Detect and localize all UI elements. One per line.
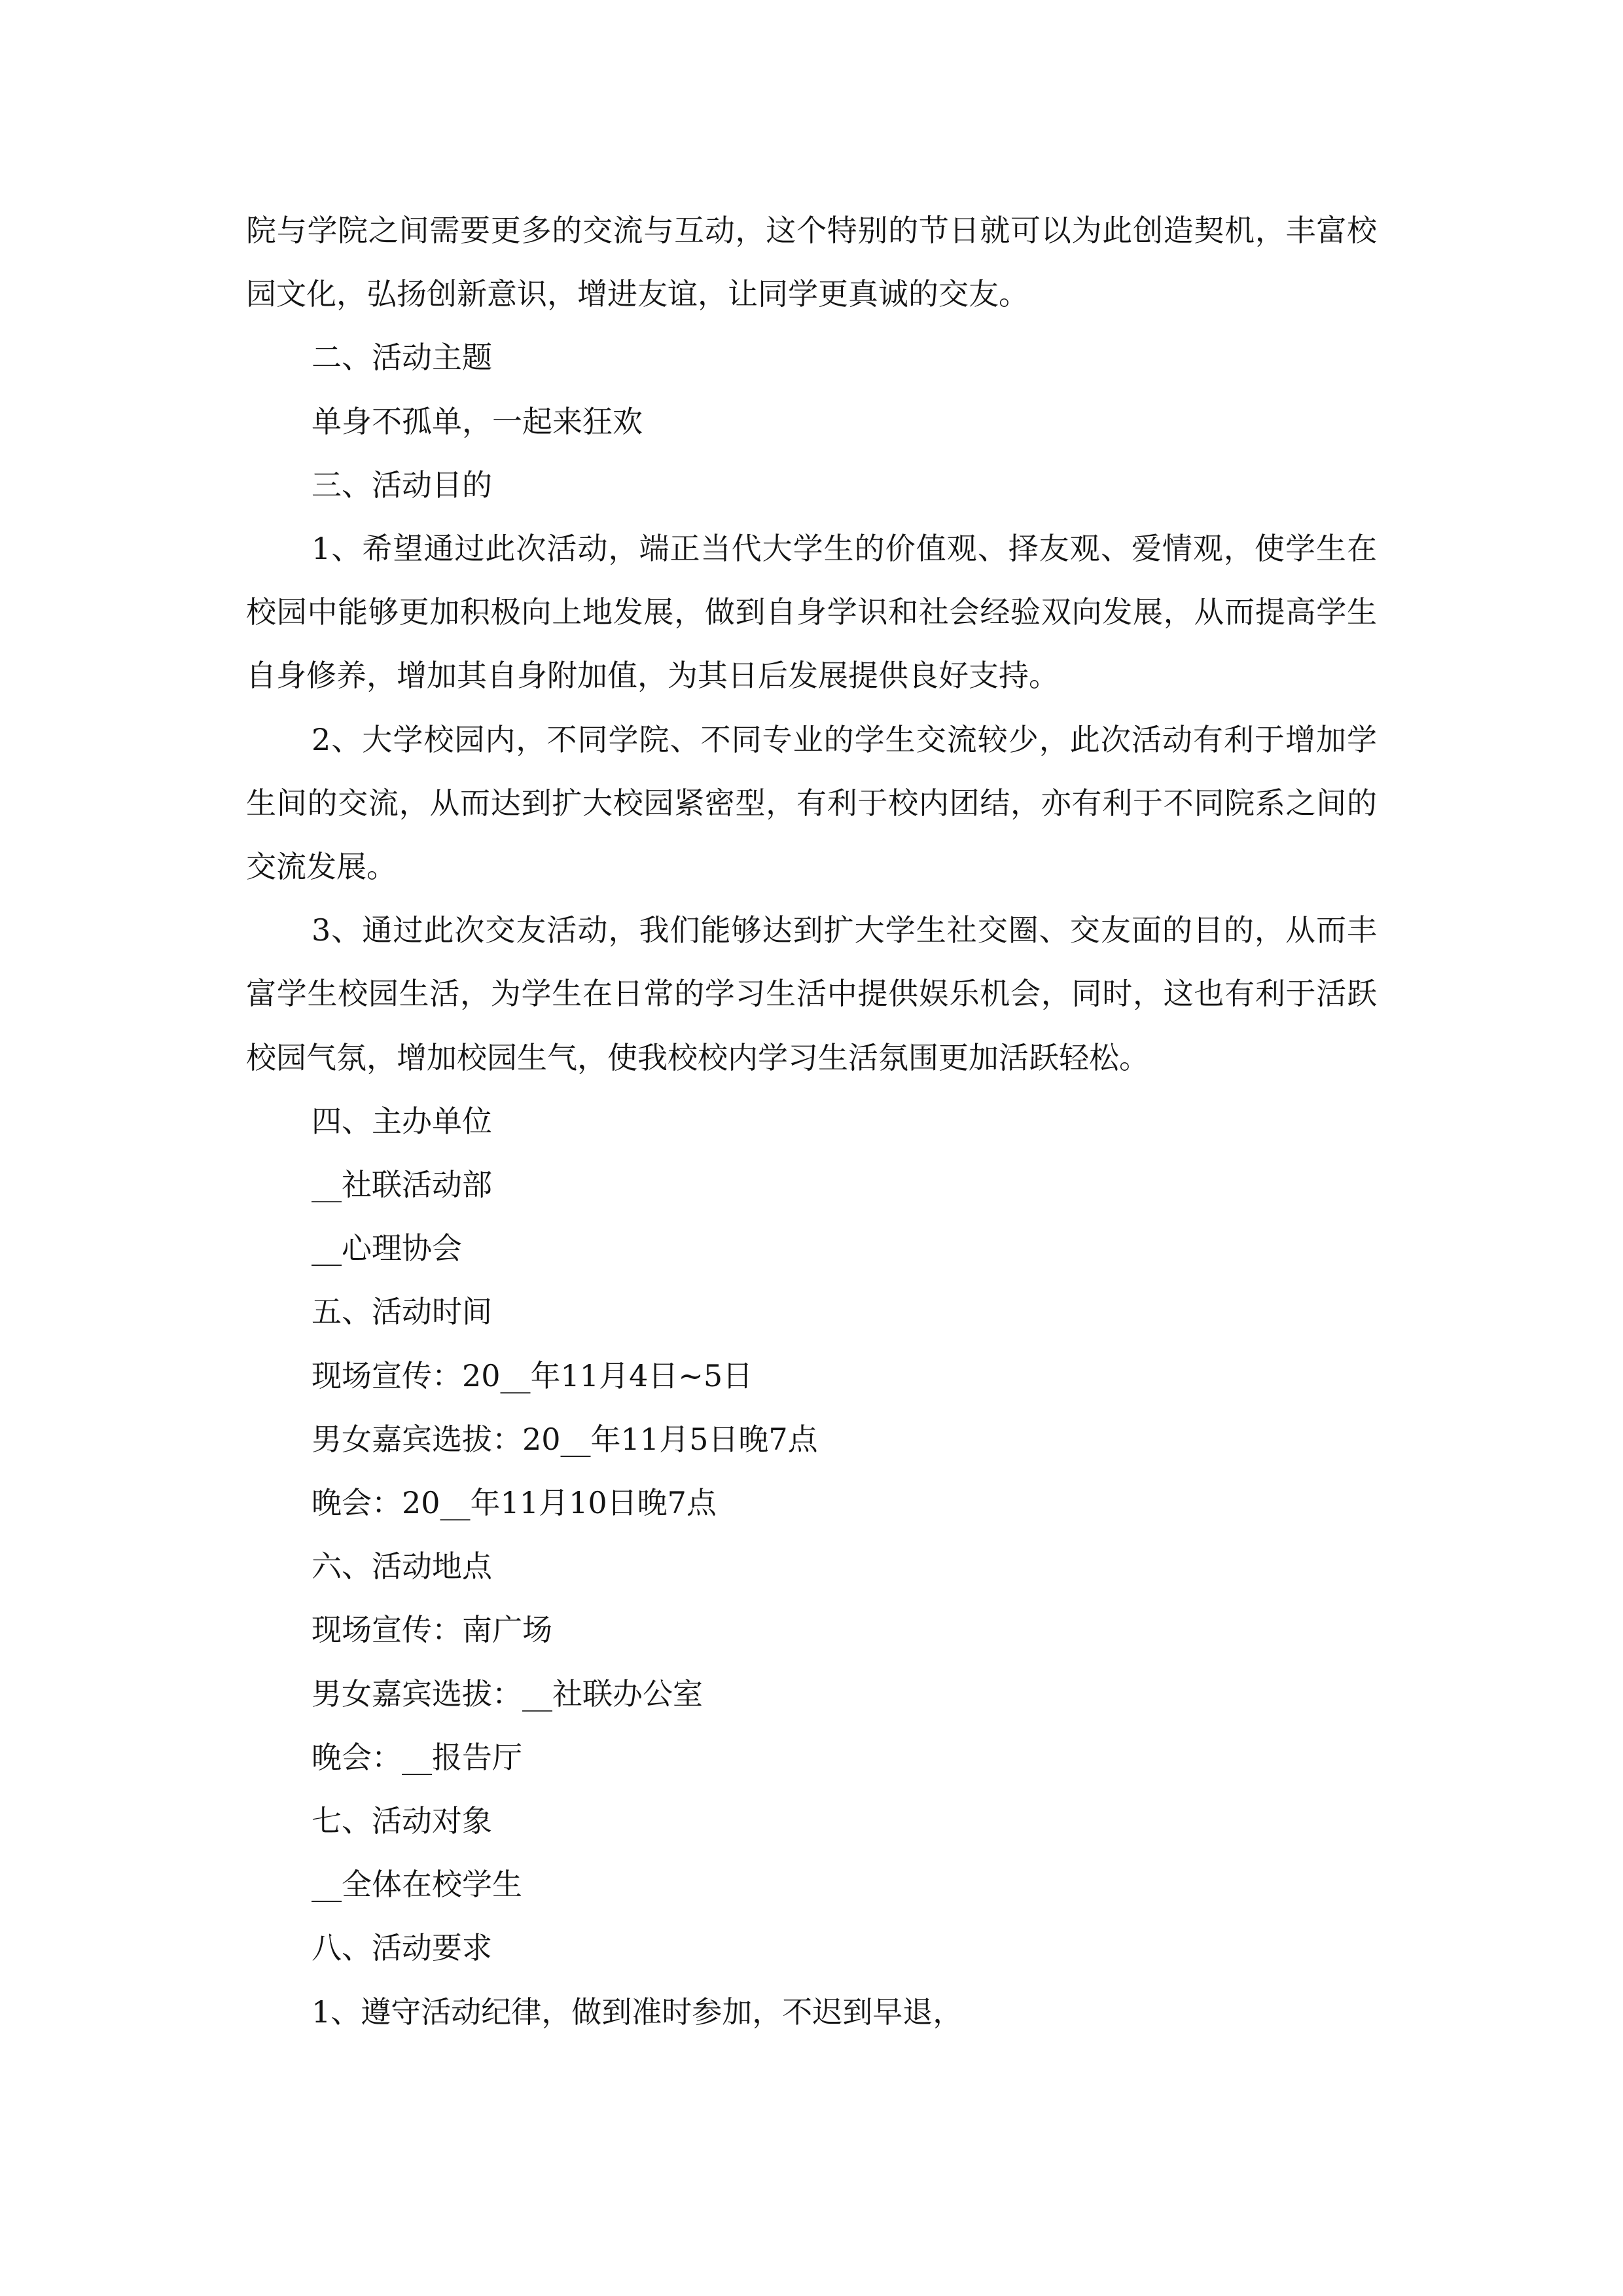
organizer-1: __社联活动部 xyxy=(312,1167,492,1203)
section-heading-organizers: 四、主办单位 xyxy=(312,1103,492,1139)
section-heading-theme: 二、活动主题 xyxy=(312,340,492,376)
audience-text: __全体在校学生 xyxy=(312,1867,522,1903)
time-promotion: 现场宣传：20__年11月4日~5日 xyxy=(312,1357,753,1393)
location-selection: 男女嘉宾选拔：__社联办公室 xyxy=(312,1676,703,1712)
section-heading-audience: 七、活动对象 xyxy=(312,1803,492,1839)
requirement-item-1: 1、遵守活动纪律，做到准时参加，不迟到早退， xyxy=(312,1994,963,2030)
time-selection: 男女嘉宾选拔：20__年11月5日晚7点 xyxy=(312,1421,818,1457)
section-heading-requirements: 八、活动要求 xyxy=(312,1930,492,1966)
paragraph-intro-continuation: 院与学院之间需要更多的交流与互动，这个特别的节日就可以为此创造契机，丰富校园文化，弘扬创新意识，增进友谊，让同学更真诚的交友。 xyxy=(246,213,1377,312)
document-body xyxy=(246,199,1377,2044)
organizer-2: __心理协会 xyxy=(312,1230,462,1266)
section-heading-location: 六、活动地点 xyxy=(312,1549,492,1585)
theme-text: 单身不孤单，一起来狂欢 xyxy=(312,403,643,439)
time-party: 晚会：20__年11月10日晚7点 xyxy=(312,1485,717,1521)
purpose-item-1: 1、希望通过此次活动，端正当代大学生的价值观、择友观、爱情观，使学生在校园中能够更加积极向上地发展，做到自身学识和社会经验双向发展，从而提高学生自身修养，增加其自身附加值，为其日后发展提供良好支持。 xyxy=(246,531,1377,694)
location-promotion: 现场宣传：南广场 xyxy=(312,1612,552,1648)
section-heading-time: 五、活动时间 xyxy=(312,1294,492,1330)
section-heading-purpose: 三、活动目的 xyxy=(312,467,492,503)
location-party: 晚会：__报告厅 xyxy=(312,1739,522,1775)
purpose-item-3: 3、通过此次交友活动，我们能够达到扩大学生社交圈、交友面的目的，从而丰富学生校园生活，为学生在日常的学习生活中提供娱乐机会，同时，这也有利于活跃校园气氛，增加校园生气，使我校校内学习生活氛围更加活跃轻松。 xyxy=(246,912,1377,1075)
purpose-item-2: 2、大学校园内，不同学院、不同专业的学生交流较少，此次活动有利于增加学生间的交流，从而达到扩大校园紧密型，有利于校内团结，亦有利于不同院系之间的交流发展。 xyxy=(246,721,1377,885)
